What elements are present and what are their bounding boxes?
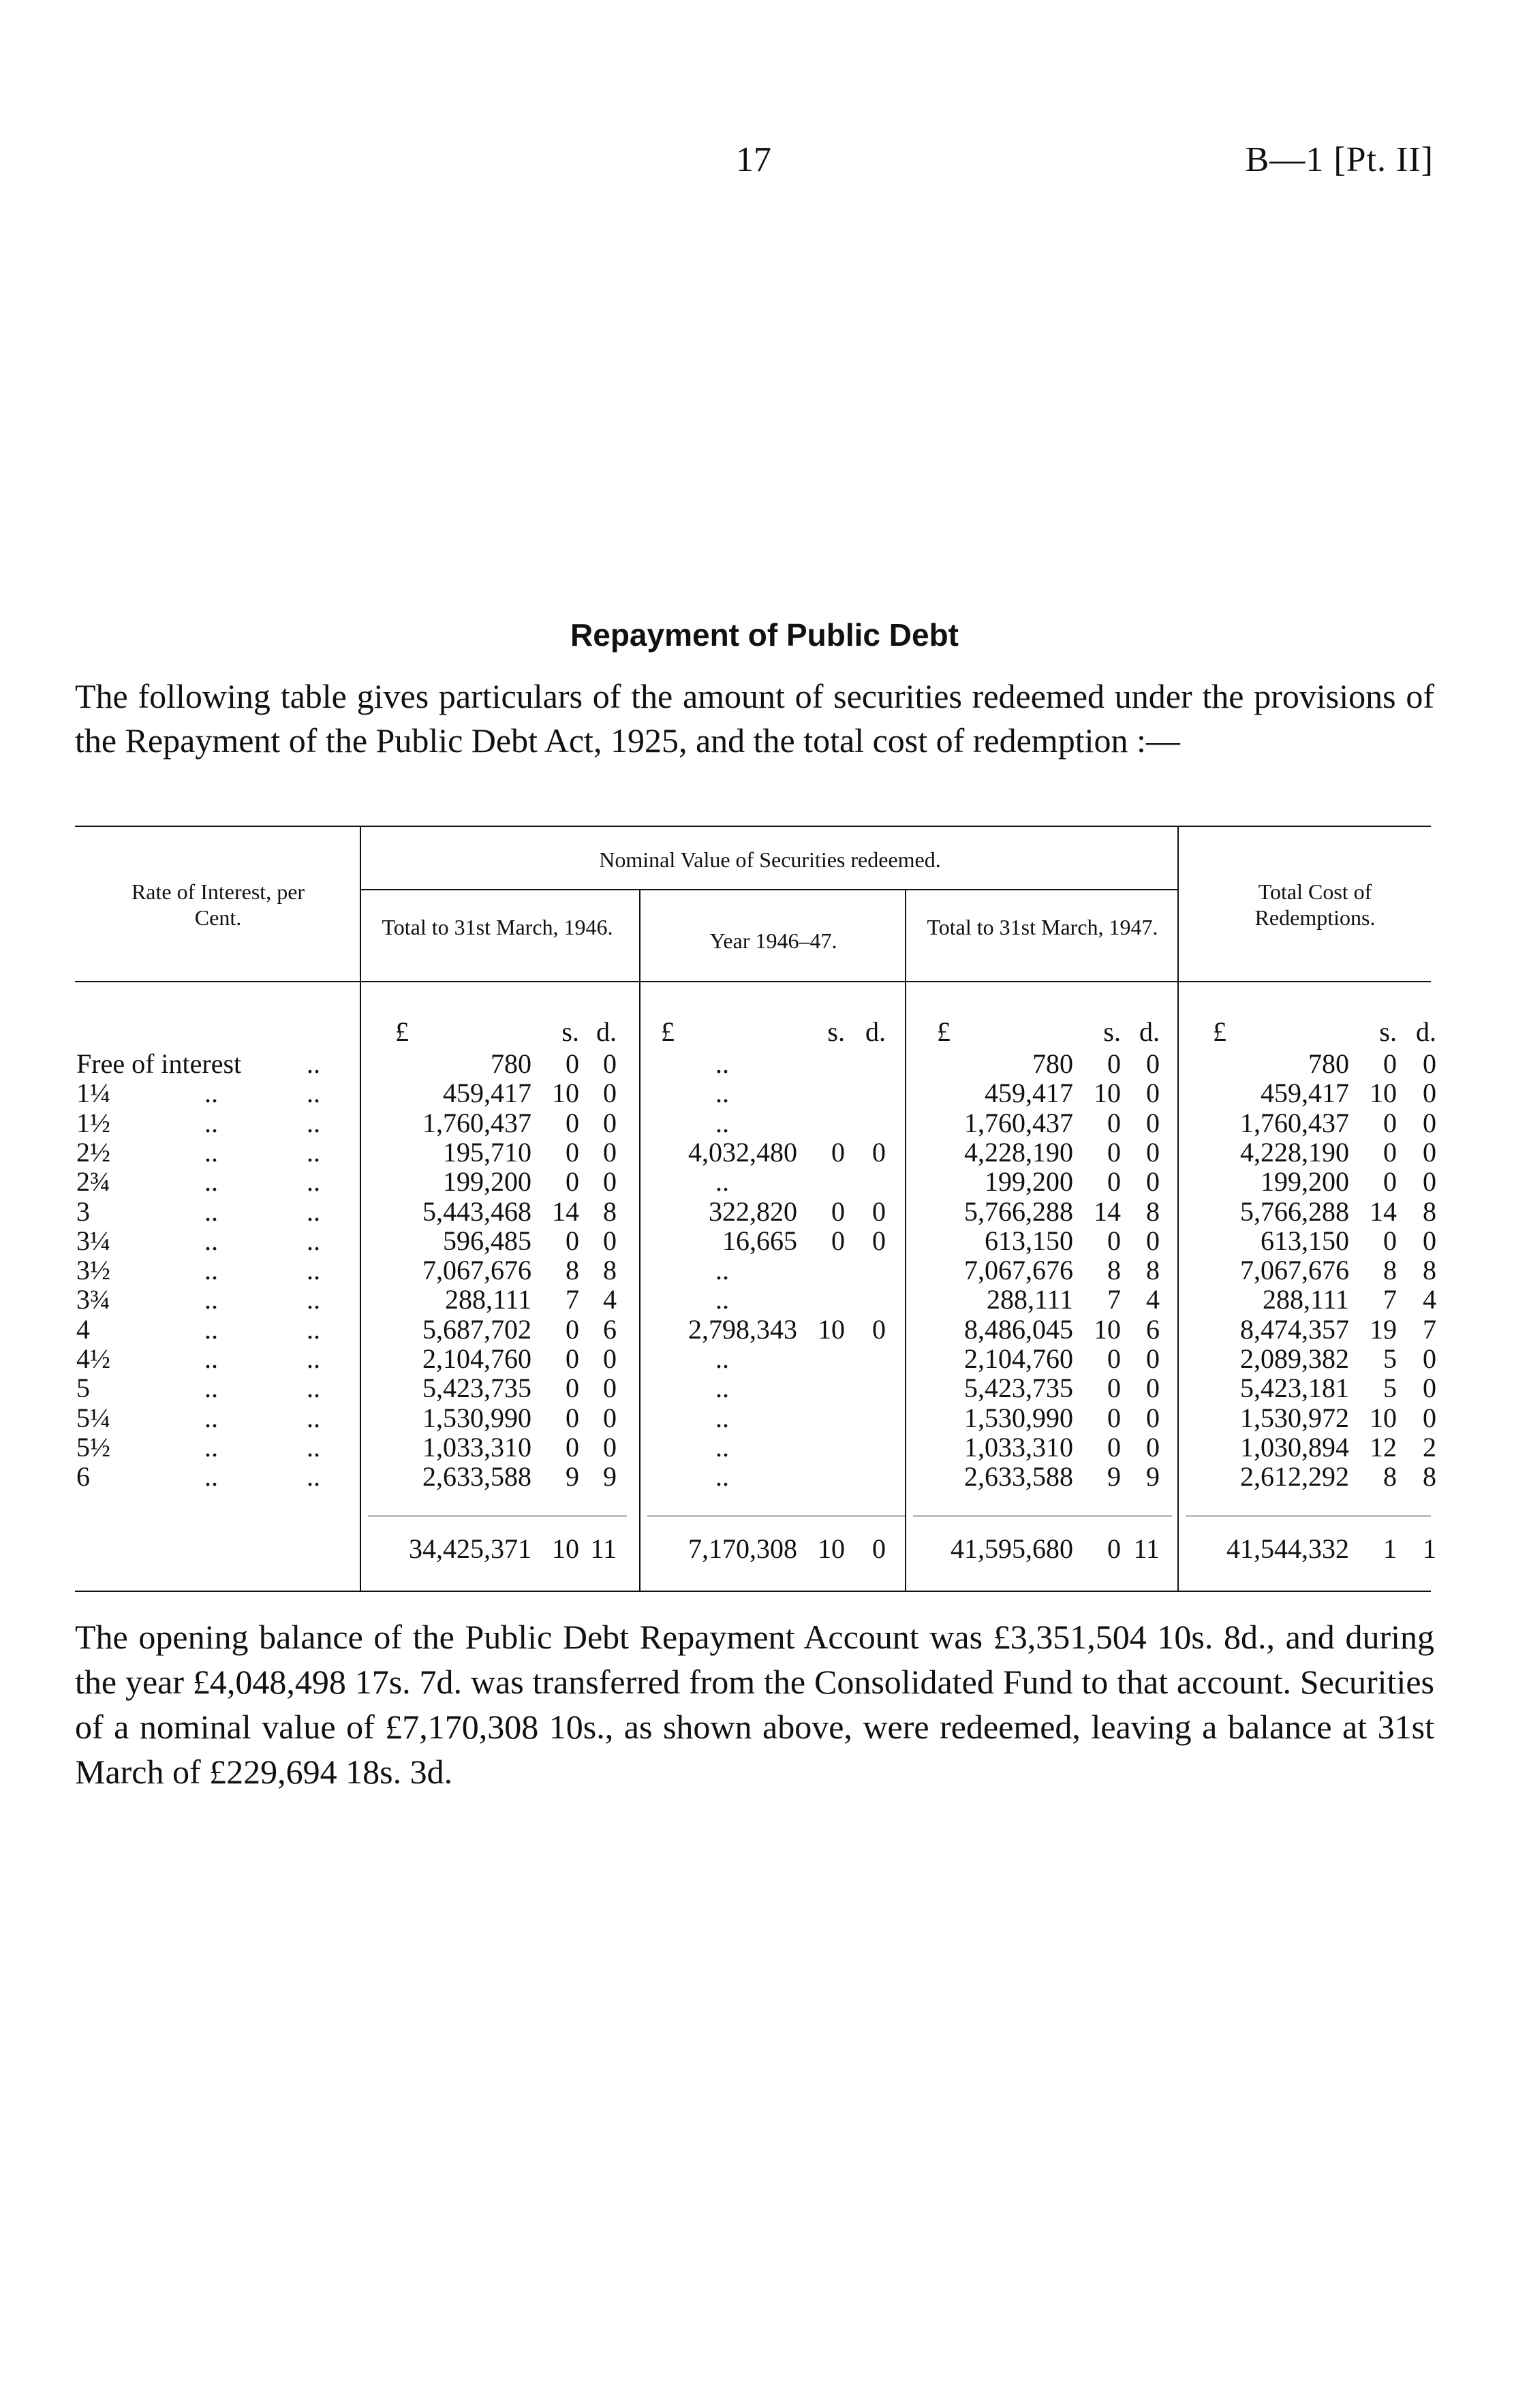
- pound-value: 2,104,760: [422, 1343, 531, 1374]
- pence-value: 4: [603, 1284, 617, 1315]
- column-rule-1: [360, 826, 361, 1591]
- rate-label: 4: [76, 1313, 90, 1345]
- pound-value: 613,150: [1261, 1225, 1349, 1256]
- shilling-value: 8: [1107, 1255, 1121, 1286]
- shilling-value: 0: [566, 1402, 579, 1433]
- leader-dots: ..: [204, 1461, 218, 1492]
- header-nominal: Nominal Value of Securities redeemed.: [599, 847, 941, 872]
- leader-dots: ..: [204, 1313, 218, 1345]
- pence-value: 0: [603, 1166, 617, 1198]
- pence-value: 0: [1146, 1107, 1160, 1138]
- pence-value: 0: [603, 1136, 617, 1168]
- pound-value: 613,150: [985, 1225, 1073, 1256]
- shilling-value: 10: [552, 1078, 579, 1109]
- pound-value: 288,111: [444, 1284, 531, 1315]
- pound-value: 780: [1308, 1048, 1349, 1079]
- header-total-1947: Total to 31st March, 1947.: [927, 915, 1158, 939]
- total-pence: 11: [1133, 1533, 1160, 1564]
- pound-value: 1,760,437: [1240, 1107, 1349, 1138]
- pence-value: 0: [1146, 1136, 1160, 1168]
- leader-dots: ..: [204, 1431, 218, 1463]
- pence-value: 0: [603, 1048, 617, 1079]
- header-total-1946: Total to 31st March, 1946.: [382, 915, 613, 939]
- rate-label: 2¾: [76, 1166, 110, 1198]
- shilling-value: 10: [1370, 1402, 1397, 1433]
- pound-value: 459,417: [985, 1078, 1073, 1109]
- rate-label: 6: [76, 1461, 90, 1492]
- shilling-value: 14: [1094, 1195, 1121, 1227]
- rate-label: 1¼: [76, 1078, 110, 1109]
- shilling-value: 0: [1383, 1048, 1397, 1079]
- pence-value: 8: [1146, 1195, 1160, 1227]
- pound-value: 459,417: [1261, 1078, 1349, 1109]
- pound-value: 1,530,972: [1240, 1402, 1349, 1433]
- pence-value: 4: [1146, 1284, 1160, 1315]
- empty-leader: ..: [715, 1402, 729, 1433]
- pence-value: 0: [1146, 1048, 1160, 1079]
- pence-value: 0: [1423, 1402, 1436, 1433]
- rate-label: 3: [76, 1195, 90, 1227]
- pound-value: 16,665: [722, 1225, 797, 1256]
- shilling-value: 0: [1107, 1343, 1121, 1374]
- rate-label: 1½: [76, 1107, 110, 1138]
- pence-value: 8: [603, 1255, 617, 1286]
- shilling-value: 0: [831, 1195, 845, 1227]
- pence-value: 0: [1146, 1431, 1160, 1463]
- header-rate: Rate of Interest, per Cent.: [131, 879, 305, 930]
- pound-value: 1,760,437: [964, 1107, 1073, 1138]
- shilling-value: 9: [1107, 1461, 1121, 1492]
- pence-value: 0: [1423, 1048, 1436, 1079]
- shilling-value: 14: [552, 1195, 579, 1227]
- rate-label: 5: [76, 1373, 90, 1404]
- pence-value: 0: [1146, 1078, 1160, 1109]
- empty-leader: ..: [715, 1107, 729, 1138]
- header-bottom-rule: [75, 981, 1431, 982]
- empty-leader: ..: [715, 1166, 729, 1198]
- pound-value: 7,067,676: [422, 1255, 531, 1286]
- total-shilling: 10: [818, 1533, 845, 1564]
- pence-value: 6: [603, 1313, 617, 1345]
- pence-value: 8: [1423, 1461, 1436, 1492]
- header-year: Year 1946–47.: [709, 928, 837, 953]
- total-pound: 41,595,680: [951, 1533, 1073, 1564]
- empty-leader: ..: [715, 1431, 729, 1463]
- unit-shilling: s.: [1379, 1016, 1397, 1047]
- page-number: 17: [736, 140, 771, 179]
- shilling-value: 0: [1107, 1166, 1121, 1198]
- pound-value: 1,530,990: [422, 1402, 531, 1433]
- pence-value: 0: [1423, 1343, 1436, 1374]
- shilling-value: 10: [1094, 1313, 1121, 1345]
- pence-value: 8: [1423, 1195, 1436, 1227]
- leader-dots: ..: [307, 1343, 320, 1374]
- column-rule-3: [905, 889, 906, 1591]
- column-rule-4: [1177, 826, 1179, 1591]
- pound-value: 7,067,676: [1240, 1255, 1349, 1286]
- unit-pound: £: [661, 1016, 675, 1047]
- unit-shilling: s.: [827, 1016, 845, 1047]
- intro-paragraph: The following table gives particulars of the amount of securities redeemed under the provisions of the Repayment of the Public Debt Act, 1925, and the total cost of redemption :—: [75, 677, 1434, 760]
- pound-value: 288,111: [986, 1284, 1073, 1315]
- pound-value: 2,633,588: [964, 1461, 1073, 1492]
- leader-dots: ..: [204, 1284, 218, 1315]
- leader-dots: ..: [204, 1136, 218, 1168]
- shilling-value: 0: [566, 1107, 579, 1138]
- pence-value: 0: [603, 1078, 617, 1109]
- pound-value: 4,032,480: [688, 1136, 797, 1168]
- pound-value: 322,820: [709, 1195, 797, 1227]
- pence-value: 4: [1423, 1284, 1436, 1315]
- unit-pound: £: [395, 1016, 409, 1047]
- rate-label: 2½: [76, 1136, 110, 1168]
- leader-dots: ..: [204, 1402, 218, 1433]
- pound-value: 5,443,468: [422, 1195, 531, 1227]
- shilling-value: 8: [1383, 1255, 1397, 1286]
- shilling-value: 5: [1383, 1343, 1397, 1374]
- empty-leader: ..: [715, 1461, 729, 1492]
- table-top-rule: [75, 826, 1431, 827]
- pence-value: 0: [1146, 1225, 1160, 1256]
- pound-value: 288,111: [1262, 1284, 1349, 1315]
- shilling-value: 0: [566, 1431, 579, 1463]
- shilling-value: 8: [1383, 1461, 1397, 1492]
- shilling-value: 0: [831, 1225, 845, 1256]
- pence-value: 8: [1423, 1255, 1436, 1286]
- leader-dots: ..: [307, 1373, 320, 1404]
- shilling-value: 14: [1370, 1195, 1397, 1227]
- pence-value: 0: [1146, 1402, 1160, 1433]
- shilling-value: 0: [566, 1136, 579, 1168]
- total-pence: 0: [872, 1533, 886, 1564]
- pence-value: 6: [1146, 1313, 1160, 1345]
- leader-dots: ..: [204, 1195, 218, 1227]
- leader-dots: ..: [204, 1373, 218, 1404]
- pence-value: 0: [1146, 1343, 1160, 1374]
- empty-leader: ..: [715, 1048, 729, 1079]
- rate-label: 5½: [76, 1431, 110, 1463]
- unit-pence: d.: [596, 1016, 617, 1047]
- unit-pound: £: [1213, 1016, 1226, 1047]
- pence-value: 9: [1146, 1461, 1160, 1492]
- pound-value: 1,030,894: [1240, 1431, 1349, 1463]
- shilling-value: 0: [566, 1343, 579, 1374]
- leader-dots: ..: [307, 1078, 320, 1109]
- pence-value: 0: [1423, 1136, 1436, 1168]
- pence-value: 0: [603, 1343, 617, 1374]
- shilling-value: 5: [1383, 1373, 1397, 1404]
- leader-dots: ..: [307, 1048, 320, 1079]
- leader-dots: ..: [204, 1078, 218, 1109]
- leader-dots: ..: [307, 1255, 320, 1286]
- pound-value: 1,530,990: [964, 1402, 1073, 1433]
- shilling-value: 7: [1383, 1284, 1397, 1315]
- nominal-rule: [361, 889, 1179, 890]
- pence-value: 0: [1423, 1078, 1436, 1109]
- pence-value: 0: [1146, 1166, 1160, 1198]
- total-shilling: 10: [552, 1533, 579, 1564]
- shilling-value: 0: [1107, 1431, 1121, 1463]
- shilling-value: 0: [566, 1166, 579, 1198]
- leader-dots: ..: [307, 1225, 320, 1256]
- pound-value: 2,089,382: [1240, 1343, 1349, 1374]
- pence-value: 8: [1146, 1255, 1160, 1286]
- pence-value: 0: [603, 1107, 617, 1138]
- document-reference: B—1 [Pt. II]: [1245, 140, 1434, 179]
- shilling-value: 0: [566, 1048, 579, 1079]
- shilling-value: 0: [1107, 1225, 1121, 1256]
- pound-value: 8,474,357: [1240, 1313, 1349, 1345]
- pound-value: 4,228,190: [1240, 1136, 1349, 1168]
- pound-value: 780: [491, 1048, 531, 1079]
- pence-value: 2: [1423, 1431, 1436, 1463]
- pound-value: 1,033,310: [422, 1431, 531, 1463]
- section-title: Repayment of Public Debt: [570, 617, 959, 653]
- leader-dots: ..: [307, 1402, 320, 1433]
- shilling-value: 0: [831, 1136, 845, 1168]
- closing-paragraph: The opening balance of the Public Debt Repayment Account was £3,351,504 10s. 8d., and during the year £4,048,498 17s. 7d. was transferred from the Consolidated Fund to that account. Securities of a nominal value of £7,170,308 10s., as shown above, were redeemed, leaving a balance at 31st March of £229,694 18s. 3d.: [75, 1618, 1434, 1791]
- rate-label: 4½: [76, 1343, 110, 1374]
- empty-leader: ..: [715, 1255, 729, 1286]
- leader-dots: ..: [307, 1284, 320, 1315]
- total-pound: 7,170,308: [688, 1533, 797, 1564]
- empty-leader: ..: [715, 1078, 729, 1109]
- empty-leader: ..: [715, 1343, 729, 1374]
- rate-label: Free of interest: [76, 1048, 242, 1079]
- shilling-value: 8: [566, 1255, 579, 1286]
- leader-dots: ..: [204, 1166, 218, 1198]
- shilling-value: 12: [1370, 1431, 1397, 1463]
- empty-leader: ..: [715, 1373, 729, 1404]
- pound-value: 5,766,288: [964, 1195, 1073, 1227]
- pound-value: 199,200: [985, 1166, 1073, 1198]
- leader-dots: ..: [307, 1195, 320, 1227]
- leader-dots: ..: [307, 1461, 320, 1492]
- shilling-value: 0: [1383, 1136, 1397, 1168]
- pound-value: 5,423,735: [422, 1373, 531, 1404]
- shilling-value: 0: [1383, 1225, 1397, 1256]
- pound-value: 459,417: [443, 1078, 531, 1109]
- leader-dots: ..: [307, 1431, 320, 1463]
- pence-value: 0: [1423, 1107, 1436, 1138]
- shilling-value: 0: [566, 1373, 579, 1404]
- unit-shilling: s.: [1103, 1016, 1121, 1047]
- pound-value: 5,423,735: [964, 1373, 1073, 1404]
- pence-value: 0: [603, 1373, 617, 1404]
- shilling-value: 0: [1383, 1107, 1397, 1138]
- shilling-value: 7: [566, 1284, 579, 1315]
- shilling-value: 0: [1107, 1048, 1121, 1079]
- shilling-value: 0: [1107, 1107, 1121, 1138]
- leader-dots: ..: [307, 1136, 320, 1168]
- pound-value: 2,104,760: [964, 1343, 1073, 1374]
- header-cost: Total Cost of Redemptions.: [1254, 879, 1376, 930]
- pound-value: 1,760,437: [422, 1107, 531, 1138]
- shilling-value: 7: [1107, 1284, 1121, 1315]
- pence-value: 7: [1423, 1313, 1436, 1345]
- rate-label: 5¼: [76, 1402, 110, 1433]
- unit-pence: d.: [1139, 1016, 1160, 1047]
- rate-label: 3¼: [76, 1225, 110, 1256]
- pence-value: 0: [603, 1402, 617, 1433]
- shilling-value: 10: [1094, 1078, 1121, 1109]
- empty-leader: ..: [715, 1284, 729, 1315]
- pound-value: 195,710: [443, 1136, 531, 1168]
- pound-value: 1,033,310: [964, 1431, 1073, 1463]
- leader-dots: ..: [204, 1225, 218, 1256]
- unit-pence: d.: [865, 1016, 886, 1047]
- rate-label: 3½: [76, 1255, 110, 1286]
- pence-value: 0: [872, 1195, 886, 1227]
- pound-value: 2,633,588: [422, 1461, 531, 1492]
- leader-dots: ..: [307, 1313, 320, 1345]
- rate-label: 3¾: [76, 1284, 110, 1315]
- shilling-value: 0: [1107, 1373, 1121, 1404]
- total-shilling: 1: [1383, 1533, 1397, 1564]
- pound-value: 5,766,288: [1240, 1195, 1349, 1227]
- shilling-value: 0: [566, 1313, 579, 1345]
- unit-shilling: s.: [561, 1016, 579, 1047]
- leader-dots: ..: [204, 1343, 218, 1374]
- pound-value: 2,798,343: [688, 1313, 797, 1345]
- pence-value: 0: [603, 1225, 617, 1256]
- pence-value: 0: [603, 1431, 617, 1463]
- pence-value: 0: [1423, 1225, 1436, 1256]
- shilling-value: 19: [1370, 1313, 1397, 1345]
- total-pence: 1: [1423, 1533, 1436, 1564]
- unit-pound: £: [937, 1016, 951, 1047]
- pence-value: 9: [603, 1461, 617, 1492]
- pound-value: 5,687,702: [422, 1313, 531, 1345]
- total-pence: 11: [590, 1533, 617, 1564]
- shilling-value: 10: [1370, 1078, 1397, 1109]
- pence-value: 0: [872, 1225, 886, 1256]
- shilling-value: 0: [566, 1225, 579, 1256]
- shilling-value: 10: [818, 1313, 845, 1345]
- pence-value: 0: [872, 1313, 886, 1345]
- shilling-value: 9: [566, 1461, 579, 1492]
- shilling-value: 0: [1383, 1166, 1397, 1198]
- pence-value: 0: [1423, 1373, 1436, 1404]
- pound-value: 8,486,045: [964, 1313, 1073, 1345]
- pence-value: 8: [603, 1195, 617, 1227]
- pound-value: 4,228,190: [964, 1136, 1073, 1168]
- total-pound: 34,425,371: [409, 1533, 531, 1564]
- pence-value: 0: [872, 1136, 886, 1168]
- unit-pence: d.: [1416, 1016, 1436, 1047]
- pound-value: 596,485: [443, 1225, 531, 1256]
- pence-value: 0: [1146, 1373, 1160, 1404]
- shilling-value: 0: [1107, 1402, 1121, 1433]
- pound-value: 199,200: [443, 1166, 531, 1198]
- pound-value: 780: [1032, 1048, 1073, 1079]
- shilling-value: 0: [1107, 1136, 1121, 1168]
- total-pound: 41,544,332: [1226, 1533, 1349, 1564]
- total-shilling: 0: [1107, 1533, 1121, 1564]
- table-bottom-rule: [75, 1591, 1431, 1592]
- leader-dots: ..: [204, 1107, 218, 1138]
- leader-dots: ..: [307, 1166, 320, 1198]
- pound-value: 5,423,181: [1240, 1373, 1349, 1404]
- leader-dots: ..: [307, 1107, 320, 1138]
- pound-value: 2,612,292: [1240, 1461, 1349, 1492]
- pound-value: 7,067,676: [964, 1255, 1073, 1286]
- leader-dots: ..: [204, 1255, 218, 1286]
- pence-value: 0: [1423, 1166, 1436, 1198]
- pound-value: 199,200: [1261, 1166, 1349, 1198]
